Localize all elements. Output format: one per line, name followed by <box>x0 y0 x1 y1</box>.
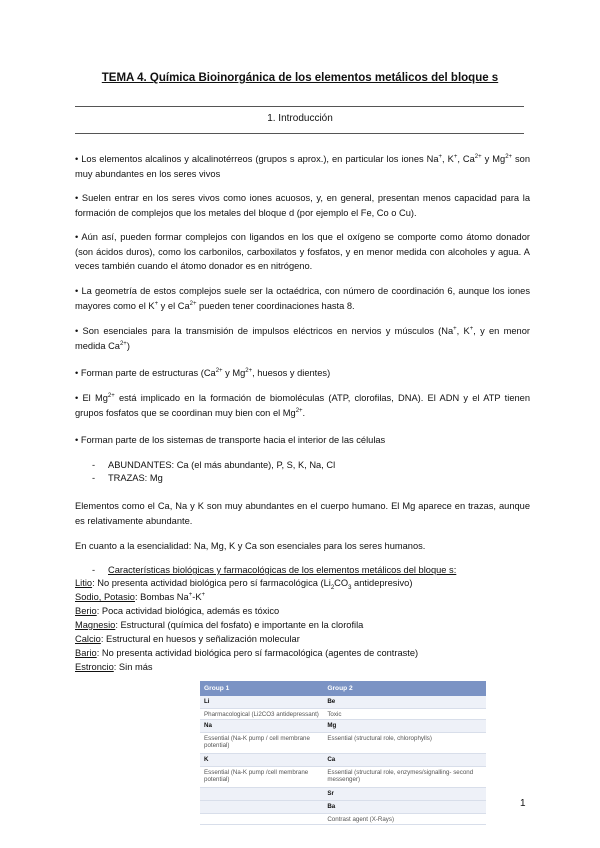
list-item: - ABUNDANTES: Ca (el más abundante), P, S, K, Na, Cl <box>92 460 336 470</box>
table-cell: Na <box>200 720 323 733</box>
table-row <box>200 709 486 720</box>
divider-bottom <box>75 133 524 134</box>
table-row <box>200 767 486 788</box>
char-calcio: Calcio: Estructural en huesos y señalización molecular <box>75 634 300 644</box>
table-cell: Essential (structural role, enzymes/signalling- second messenger) <box>323 767 486 788</box>
paragraph-4: • La geometría de estos complejos suele ser la octaédrica, con número de coordinación 6, aunque los iones mayores como el K+ y el $Ca^{2+}$ pueden tener coordinaciones hasta 8. <box>75 286 530 311</box>
table-cell <box>200 788 323 801</box>
paragraph-5: • Son esenciales para la transmisión de impulsos eléctricos en nervios y músculos (Na+, K+, y en menor medida $Ca^{2+}$) <box>75 325 530 351</box>
characteristics-heading: - Características biológicas y farmacológicas de los elementos metálicos del bloque s: <box>92 565 457 575</box>
char-sodio-potasio: Sodio, Potasio: Bombas Na+-K+ <box>75 591 206 602</box>
table-cell <box>200 801 323 814</box>
table-cell: Pharmacological (Li2CO3 antidepressant) <box>200 709 323 720</box>
paragraph-2: • Suelen entrar en los seres vivos como iones acuosos, y, en general, presentan menos capacidad para la formación de complejos que los metales del bloque d (por ejemplo el Fe, Co o Cu). <box>75 193 530 218</box>
paragraph-3: • Aún así, pueden formar complejos con ligandos en los que el oxígeno se comporte como átomo donador (son ácidos duros), como los carbonilos, carboxilatos y fosfatos, y en menor medida con alcoholes y agua. A veces también cuando el átomo donador es en nitrógeno. <box>75 232 530 271</box>
table-row <box>200 720 486 733</box>
divider-top <box>75 106 524 107</box>
table-cell <box>200 814 323 825</box>
table-cell: Sr <box>323 788 486 801</box>
table-cell: K <box>200 754 323 767</box>
table-row <box>200 754 486 767</box>
table-cell: Ba <box>323 801 486 814</box>
paragraph-9: Elementos como el Ca, Na y K son muy abundantes en el cuerpo humano. El Mg aparece en trazas, aunque es relativamente abundante. <box>75 501 530 526</box>
char-magnesio: Magnesio: Estructural (química del fosfato) e importante en la clorofila <box>75 620 364 630</box>
document-title: TEMA 4. Química Bioinorgánica de los elementos metálicos del bloque s <box>101 72 499 84</box>
paragraph-7: • El $Mg^{2+}$ está implicado en la formación de biomoléculas (ATP, clorofilas, DNA). El ADN y el ATP tienen grupos fosfatos que se coordinan muy bien con el $Mg^{2+}$. <box>75 392 531 418</box>
table-cell: Mg <box>323 720 486 733</box>
table-cell: Be <box>323 696 486 709</box>
table-cell: Li <box>200 696 323 709</box>
paragraph-10: En cuanto a la esencialidad: Na, Mg, K y Ca son esenciales para los seres humanos. <box>75 541 426 551</box>
page-number: 1 <box>520 798 526 809</box>
table-row <box>200 788 486 801</box>
char-litio: Litio: No presenta actividad biológica pero sí farmacológica ($Li_2CO_3$ antidepresivo) <box>75 578 413 591</box>
table-row <box>200 733 486 754</box>
table-cell: Essential (Na-K pump / cell membrane potential) <box>200 733 323 754</box>
table-row <box>200 801 486 814</box>
paragraph-8: • Forman parte de los sistemas de transporte hacia el interior de las células <box>75 435 386 445</box>
paragraph-6: • Forman parte de estructuras ($Ca^{2+}$ y $Mg^{2+}$, huesos y dientes) <box>75 367 331 378</box>
table-header: Group 2 <box>323 681 486 696</box>
table-cell: Contrast agent (X-Rays) <box>323 814 486 825</box>
table-row <box>200 814 486 825</box>
char-bario: Bario: No presenta actividad biológica pero sí farmacológica (agentes de contraste) <box>75 648 419 658</box>
section-title: 1. Introducción <box>267 113 333 124</box>
table-cell: Ca <box>323 754 486 767</box>
char-estroncio: Estroncio: Sin más <box>75 662 153 672</box>
table-cell: Essential (Na-K pump /cell membrane potential) <box>200 767 323 788</box>
char-berio: Berio: Poca actividad biológica, además es tóxico <box>75 606 280 616</box>
paragraph-1: • Los elementos alcalinos y alcalinotérreos (grupos s aprox.), en particular los iones Na+, K+, $Ca^{2+}$ y $Mg^{2+}$ son muy abundantes en los seres vivos <box>75 153 531 179</box>
list-item: - TRAZAS: Mg <box>92 473 163 483</box>
groups-table <box>200 681 486 825</box>
table-cell: Essential (structural role, chlorophylls) <box>323 733 486 754</box>
table-row <box>200 696 486 709</box>
table-header: Group 1 <box>200 681 323 696</box>
table-cell: Toxic <box>323 709 486 720</box>
